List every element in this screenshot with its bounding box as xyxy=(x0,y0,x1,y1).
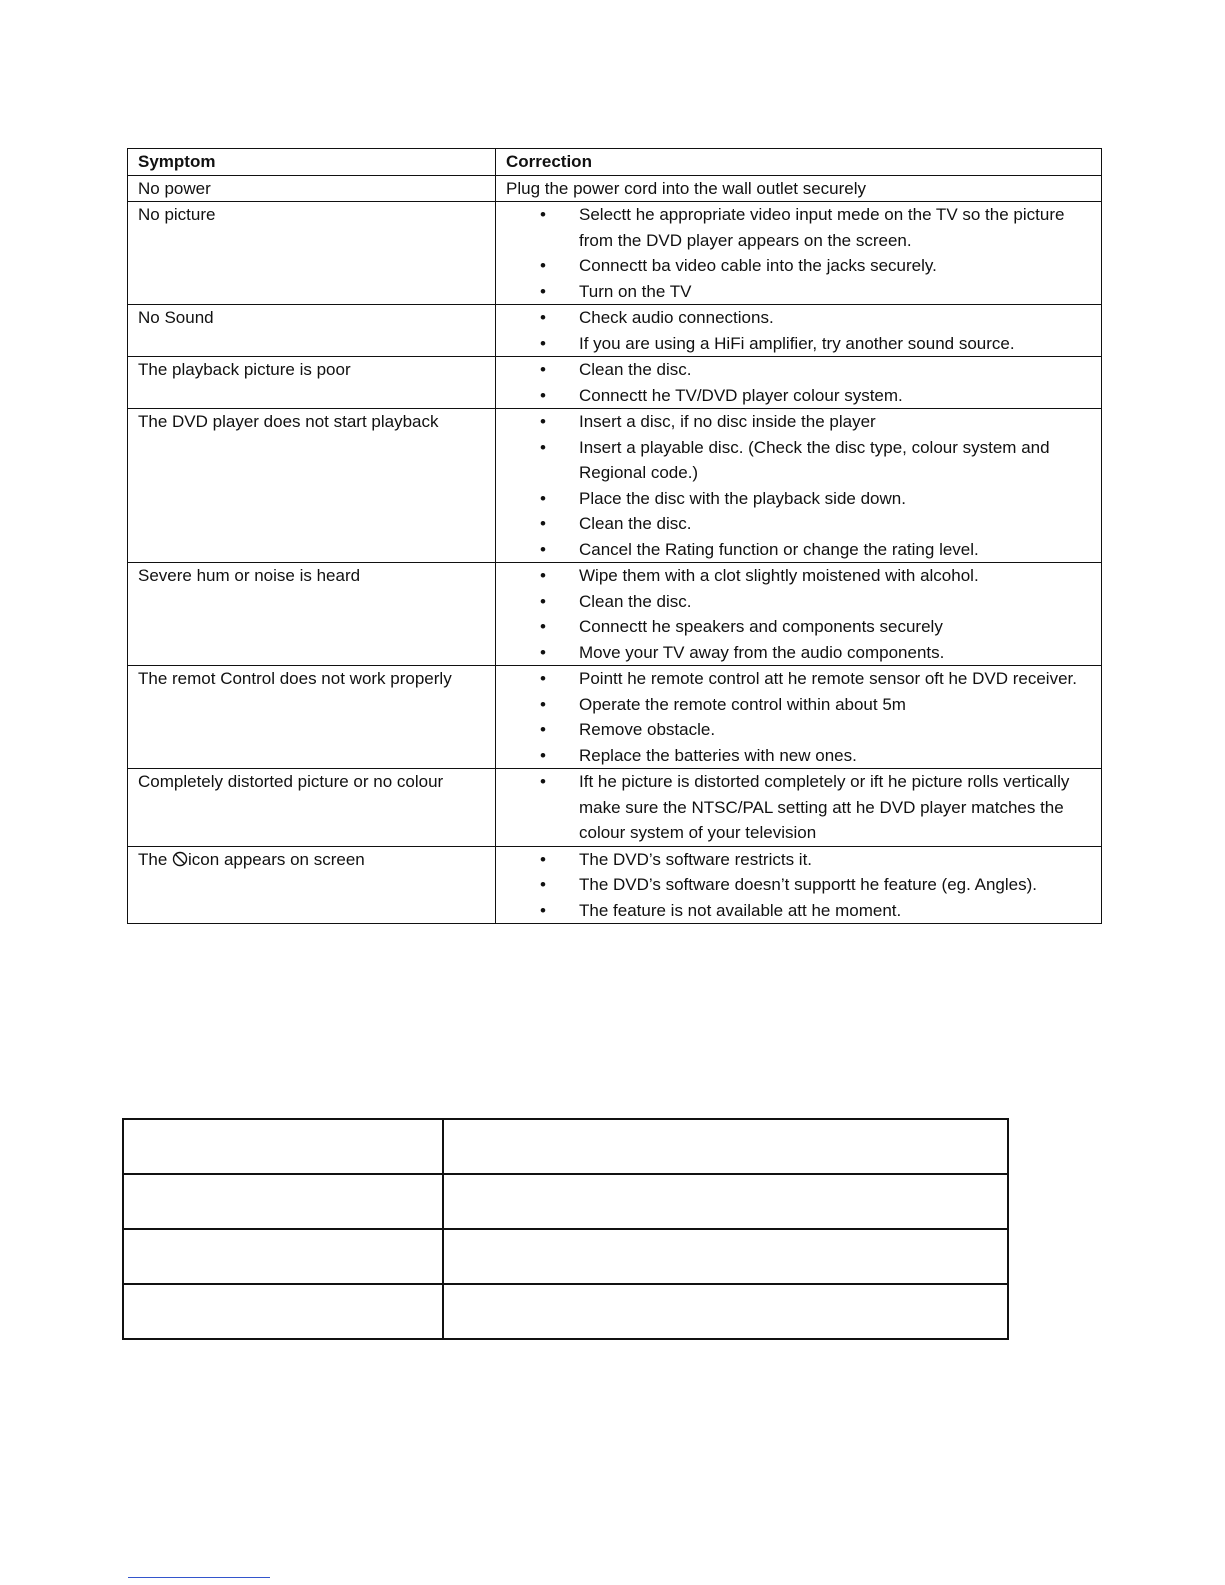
list-item xyxy=(506,614,1091,640)
list-item xyxy=(506,743,1091,769)
bullet-icon: • xyxy=(540,412,546,431)
table-row xyxy=(128,846,1102,924)
empty-table xyxy=(122,1118,1009,1340)
symptom-cell: No power xyxy=(128,175,496,202)
correction-text: Move your TV away from the audio components. xyxy=(579,642,945,662)
correction-cell xyxy=(496,357,1102,409)
table-row xyxy=(123,1229,1008,1284)
symptom-text: icon appears on screen xyxy=(188,849,365,869)
list-item xyxy=(506,202,1091,253)
empty-cell xyxy=(123,1174,443,1229)
table-row xyxy=(128,305,1102,357)
list-item xyxy=(506,305,1091,331)
list-item xyxy=(506,383,1091,409)
bullet-icon: • xyxy=(540,437,546,457)
bullet-icon: • xyxy=(540,875,546,894)
footnote-separator xyxy=(128,1577,270,1578)
correction-cell xyxy=(496,202,1102,305)
correction-list xyxy=(506,563,1091,665)
list-item xyxy=(506,872,1091,898)
correction-text: Check audio connections. xyxy=(579,308,774,327)
list-item xyxy=(506,357,1091,383)
list-item xyxy=(506,331,1091,357)
correction-cell xyxy=(496,769,1102,847)
bullet-icon: • xyxy=(540,333,546,353)
correction-cell xyxy=(496,305,1102,357)
symptom-cell: Severe hum or noise is heard xyxy=(128,563,496,666)
list-item xyxy=(506,898,1091,924)
correction-cell xyxy=(496,666,1102,769)
list-item xyxy=(506,847,1091,873)
correction-text: Connectt he TV/DVD player colour system. xyxy=(579,385,903,405)
bullet-icon: • xyxy=(540,745,546,765)
correction-text: Place the disc with the playback side down. xyxy=(579,488,906,508)
correction-text: Pointt he remote control att he remote sensor oft he DVD receiver. xyxy=(579,669,1077,688)
bullet-icon: • xyxy=(540,849,546,869)
correction-cell xyxy=(496,409,1102,563)
correction-text: Insert a playable disc. (Check the disc type, colour system and Regional code.) xyxy=(579,437,1050,482)
list-item xyxy=(506,589,1091,615)
correction-text: Insert a disc, if no disc inside the player xyxy=(579,412,876,431)
correction-list xyxy=(506,847,1091,924)
list-item xyxy=(506,435,1091,486)
bullet-icon: • xyxy=(540,514,546,533)
bullet-icon: • xyxy=(540,772,546,791)
correction-list xyxy=(506,357,1091,408)
bullet-icon: • xyxy=(540,385,546,405)
table-row xyxy=(123,1284,1008,1339)
list-item xyxy=(506,769,1091,846)
symptom-cell: The remot Control does not work properly xyxy=(128,666,496,769)
bullet-icon: • xyxy=(540,694,546,714)
empty-cell xyxy=(443,1119,1008,1174)
symptom-header: Symptom xyxy=(128,149,496,176)
bullet-icon: • xyxy=(540,642,546,662)
empty-cell xyxy=(443,1174,1008,1229)
list-item xyxy=(506,692,1091,718)
table-row xyxy=(128,769,1102,847)
correction-text: The DVD’s software doesn’t supportt he feature (eg. Angles). xyxy=(579,875,1037,894)
bullet-icon: • xyxy=(540,281,546,301)
correction-list xyxy=(506,305,1091,356)
correction-cell xyxy=(496,563,1102,666)
correction-text: Clean the disc. xyxy=(579,514,692,533)
correction-text: The feature is not available att he moment. xyxy=(579,900,902,920)
symptom-cell xyxy=(128,846,496,924)
correction-text: Remove obstacle. xyxy=(579,720,716,739)
prohibited-icon xyxy=(172,851,188,867)
correction-text: Operate the remote control within about 5m xyxy=(579,694,906,714)
bullet-icon: • xyxy=(540,488,546,508)
correction-text: Turn on the TV xyxy=(579,281,692,301)
correction-text: Ift he picture is distorted completely or ift he picture rolls vertically make sure the NTSC/PAL setting att he DVD player matches the colour system of your television xyxy=(579,772,1070,842)
empty-cell xyxy=(123,1229,443,1284)
correction-list xyxy=(506,769,1091,846)
list-item xyxy=(506,253,1091,279)
correction-text: Connectt ba video cable into the jacks securely. xyxy=(579,256,937,275)
bullet-icon: • xyxy=(540,720,546,739)
empty-cell xyxy=(443,1229,1008,1284)
list-item xyxy=(506,666,1091,692)
symptom-text: The xyxy=(138,849,173,869)
bullet-icon: • xyxy=(540,360,546,379)
correction-list xyxy=(506,202,1091,304)
symptom-cell: No Sound xyxy=(128,305,496,357)
correction-text: Replace the batteries with new ones. xyxy=(579,745,857,765)
list-item xyxy=(506,409,1091,435)
list-item xyxy=(506,537,1091,563)
bullet-icon: • xyxy=(540,591,546,611)
correction-text: Cancel the Rating function or change the rating level. xyxy=(579,539,979,559)
symptom-cell: No picture xyxy=(128,202,496,305)
empty-cell xyxy=(123,1119,443,1174)
correction-text: Wipe them with a clot slightly moistened with alcohol. xyxy=(579,566,979,585)
bullet-icon: • xyxy=(540,205,546,224)
table-row xyxy=(128,409,1102,563)
table-row xyxy=(128,175,1102,202)
table-row xyxy=(128,202,1102,305)
empty-cell xyxy=(443,1284,1008,1339)
table-row xyxy=(128,563,1102,666)
list-item xyxy=(506,486,1091,512)
table-row xyxy=(128,666,1102,769)
bullet-icon: • xyxy=(540,669,546,688)
symptom-cell: The DVD player does not start playback xyxy=(128,409,496,563)
bullet-icon: • xyxy=(540,256,546,275)
empty-cell xyxy=(123,1284,443,1339)
bullet-icon: • xyxy=(540,539,546,559)
list-item xyxy=(506,511,1091,537)
correction-text: Connectt he speakers and components securely xyxy=(579,617,943,636)
list-item xyxy=(506,563,1091,589)
list-item xyxy=(506,640,1091,666)
list-item xyxy=(506,279,1091,305)
correction-cell xyxy=(496,846,1102,924)
correction-text: Plug the power cord into the wall outlet securely xyxy=(506,178,867,198)
symptom-cell: Completely distorted picture or no colour xyxy=(128,769,496,847)
bullet-icon: • xyxy=(540,617,546,636)
troubleshooting-table xyxy=(127,148,1102,924)
correction-text: Selectt he appropriate video input mede on the TV so the picture from the DVD player appears on the screen. xyxy=(579,205,1065,250)
bullet-icon: • xyxy=(540,566,546,585)
correction-text: Clean the disc. xyxy=(579,360,692,379)
correction-text: If you are using a HiFi amplifier, try another sound source. xyxy=(579,333,1015,353)
correction-list xyxy=(506,409,1091,562)
table-row xyxy=(123,1119,1008,1174)
correction-header: Correction xyxy=(496,149,1102,176)
correction-text: The DVD’s software restricts it. xyxy=(579,849,813,869)
symptom-cell: The playback picture is poor xyxy=(128,357,496,409)
correction-list xyxy=(506,666,1091,768)
table-header-row xyxy=(128,149,1102,176)
table-row xyxy=(123,1174,1008,1229)
correction-cell xyxy=(496,175,1102,202)
list-item xyxy=(506,717,1091,743)
bullet-icon: • xyxy=(540,308,546,327)
table-row xyxy=(128,357,1102,409)
bullet-icon: • xyxy=(540,900,546,920)
correction-text: Clean the disc. xyxy=(579,591,692,611)
